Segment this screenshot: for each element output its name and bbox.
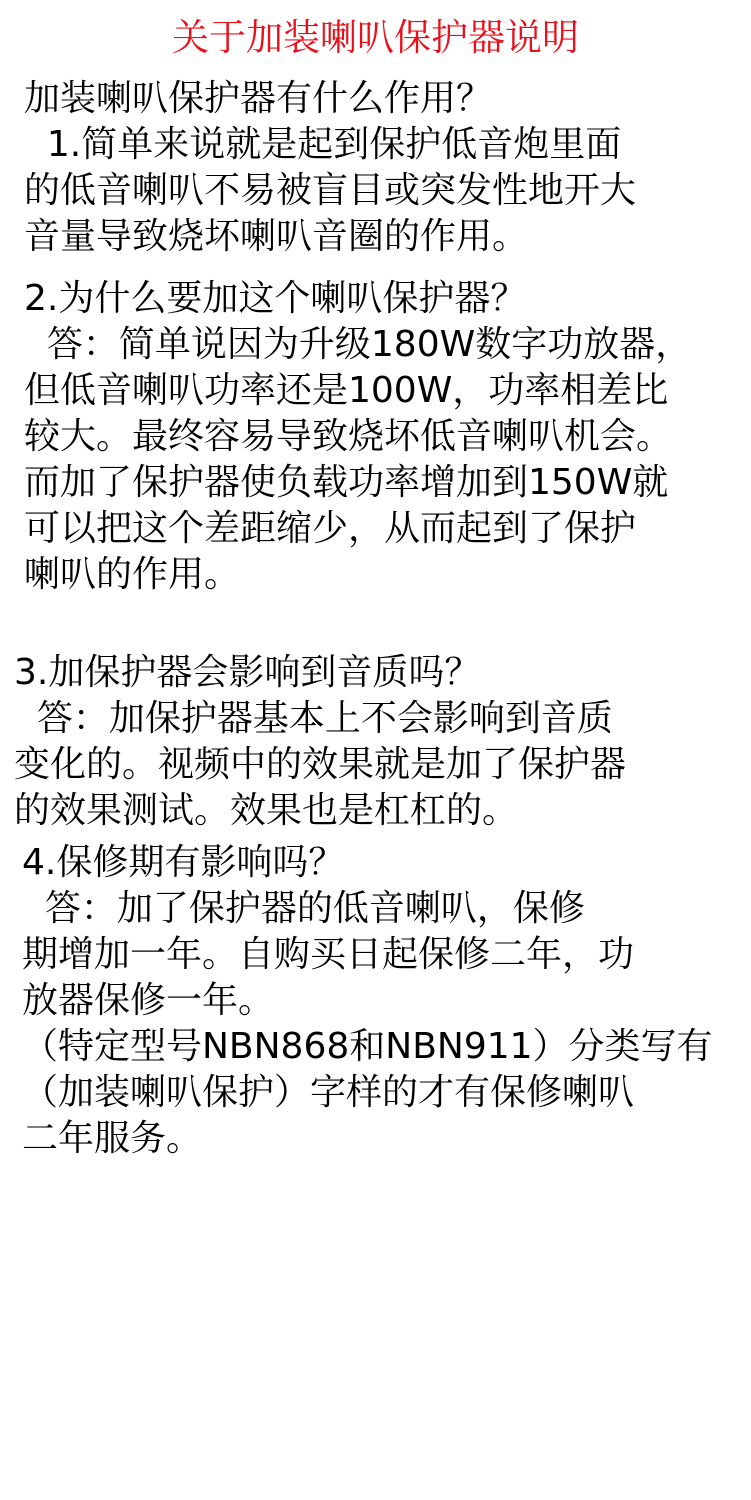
section-1-line: 1.简单来说就是起到保护低音炮里面 [24, 124, 622, 165]
document-title: 关于加装喇叭保护器说明 [172, 16, 579, 59]
section-4-line: （特定型号NBN868和NBN911）分类写有 [22, 1026, 713, 1067]
section-1-line: 的低音喇叭不易被盲目或突发性地开大 [24, 170, 637, 211]
section-1-heading: 加装喇叭保护器有什么作用？ [24, 78, 493, 119]
section-3-heading: 3.加保护器会影响到音质吗？ [14, 652, 481, 693]
section-2-line: 喇叭的作用。 [24, 554, 241, 595]
section-2-line: 但低音喇叭功率还是100W，功率相差比 [24, 370, 669, 411]
section-3-line: 答：加保护器基本上不会影响到音质 [14, 698, 613, 739]
section-1-line: 音量导致烧坏喇叭音圈的作用。 [24, 216, 529, 257]
section-4-line: 二年服务。 [22, 1118, 203, 1159]
section-4-line: （加装喇叭保护）字样的才有保修喇叭 [22, 1072, 635, 1113]
section-4-line: 期增加一年。自购买日起保修二年，功 [22, 934, 635, 975]
section-4-line: 答：加了保护器的低音喇叭，保修 [22, 888, 585, 929]
section-4-line: 放器保修一年。 [22, 980, 275, 1021]
section-2-line: 可以把这个差距缩少，从而起到了保护 [24, 508, 637, 549]
section-3-line: 变化的。视频中的效果就是加了保护器 [14, 744, 627, 785]
section-2-line: 答：简单说因为升级180W数字功放器， [24, 324, 692, 365]
section-4-heading: 4.保修期有影响吗？ [22, 842, 345, 883]
section-2-heading: 2.为什么要加这个喇叭保护器？ [24, 278, 527, 319]
section-2-line: 而加了保护器使负载功率增加到150W就 [24, 462, 669, 503]
section-3-line: 的效果测试。效果也是杠杠的。 [14, 790, 519, 831]
section-2-line: 较大。最终容易导致烧坏低音喇叭机会。 [24, 416, 673, 457]
